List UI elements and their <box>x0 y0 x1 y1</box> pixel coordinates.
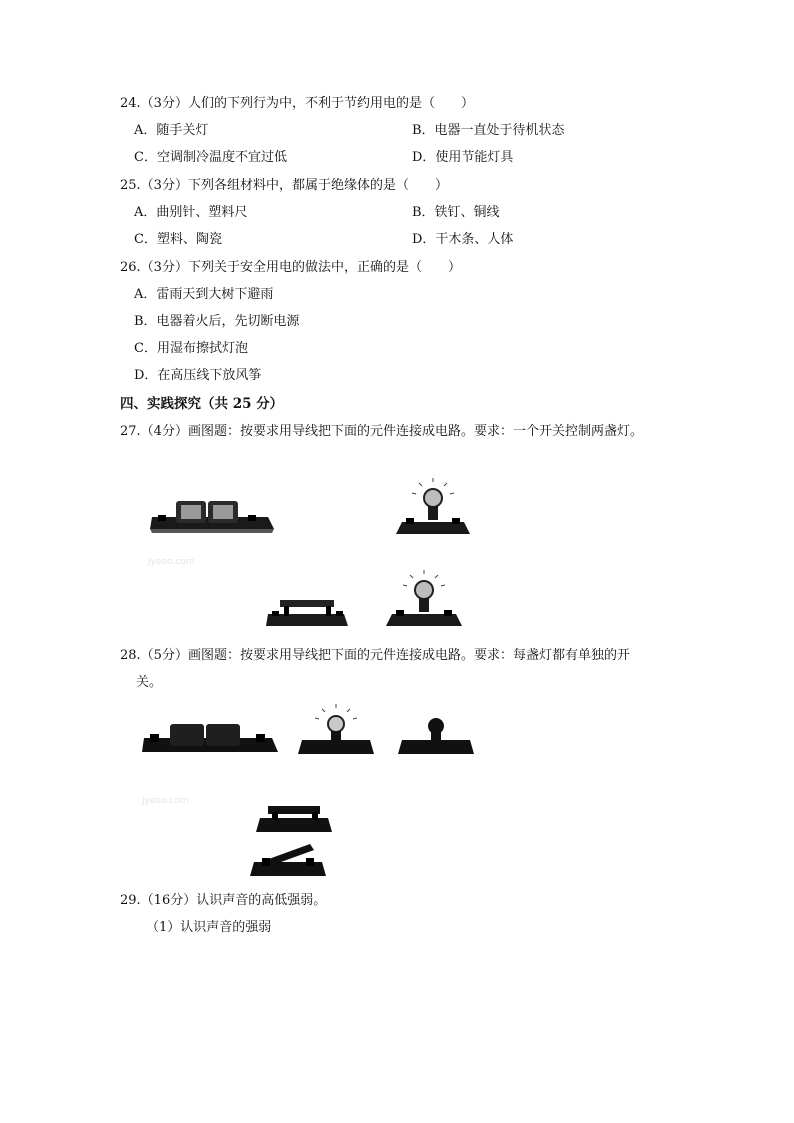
q29-sub1: （1）认识声音的强弱 <box>146 920 272 935</box>
watermark: Jyeoo.com <box>148 557 195 567</box>
watermark: Jyeoo.com <box>142 796 189 806</box>
q24-option-c: C．空调制冷温度不宜过低 <box>134 150 287 165</box>
q27-stem: 27.（4分）画图题：按要求用导线把下面的元件连接成电路。要求：一个开关控制两盏灯。 <box>120 424 643 439</box>
q24-option-a: A．随手关灯 <box>134 123 209 138</box>
q28-lamp-unlit-figure <box>396 716 476 762</box>
q24-stem: 24.（3分）人们的下列行为中，不利于节约用电的是（ ） <box>120 96 474 111</box>
q24-option-b: B．电器一直处于待机状态 <box>412 123 565 138</box>
q28-switch-figure <box>248 840 328 880</box>
q26-option-d: D．在高压线下放风筝 <box>134 368 262 383</box>
q25-option-a: A．曲别针、塑料尺 <box>134 205 248 220</box>
q26-option-a: A．雷雨天到大树下避雨 <box>134 287 274 302</box>
q24-option-d: D．使用节能灯具 <box>412 150 514 165</box>
q28-stem-line1: 28.（5分）画图题：按要求用导线把下面的元件连接成电路。要求：每盏灯都有单独的开 <box>120 648 630 663</box>
q27-battery-box-figure <box>148 497 276 537</box>
q28-battery-box-figure <box>140 718 280 760</box>
q25-option-b: B．铁钉、铜线 <box>412 205 500 220</box>
q26-option-c: C．用湿布擦拭灯泡 <box>134 341 248 356</box>
q26-option-b: B．电器着火后，先切断电源 <box>134 314 300 329</box>
q28-stem-line2: 关。 <box>136 675 163 690</box>
q25-option-c: C．塑料、陶瓷 <box>134 232 222 247</box>
q27-lamp-figure <box>394 478 472 540</box>
q29-stem: 29.（16分）认识声音的高低强弱。 <box>120 893 327 908</box>
q26-stem: 26.（3分）下列关于安全用电的做法中，正确的是（ ） <box>120 260 461 275</box>
q28-lamp-lit-figure <box>296 704 376 760</box>
section-heading: 四、实践探究（共 25 分） <box>120 396 284 412</box>
q27-switch-figure <box>264 594 350 630</box>
q25-option-d: D．干木条、人体 <box>412 232 514 247</box>
q25-stem: 25.（3分）下列各组材料中，都属于绝缘体的是（ ） <box>120 178 448 193</box>
q28-switch-figure <box>254 802 334 834</box>
q27-lamp-figure <box>384 570 464 632</box>
